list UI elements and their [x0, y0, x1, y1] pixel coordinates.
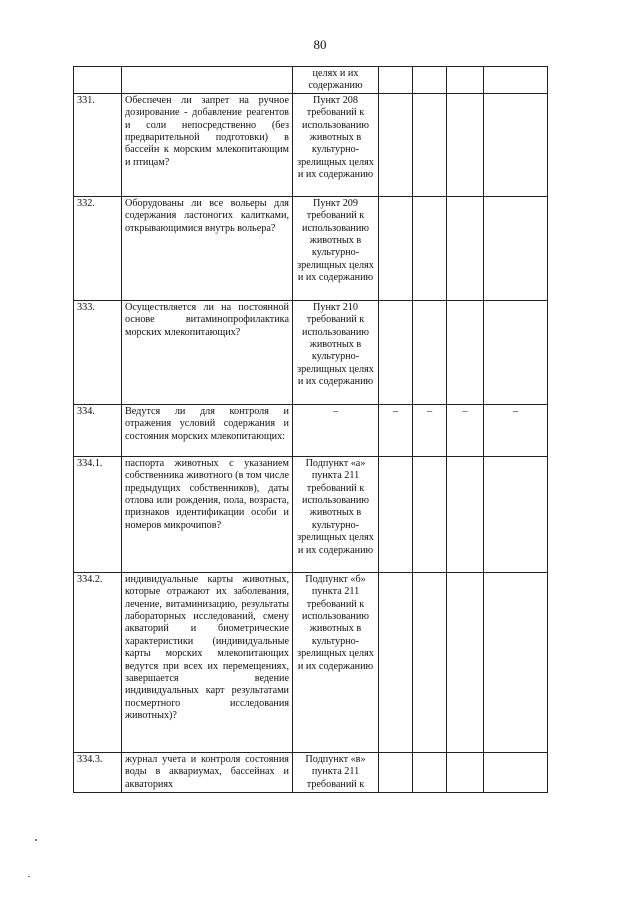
item-number: 331. — [74, 93, 122, 196]
requirement-reference: Пункт 210 требований к использованию животных в культурно-зрелищных целях и их содержанию — [293, 300, 379, 404]
mark-cell — [379, 572, 413, 752]
mark-cell — [379, 93, 413, 196]
requirement-reference: Пункт 208 требований к использованию животных в культурно-зрелищных целях и их содержанию — [293, 93, 379, 196]
mark-cell — [484, 196, 548, 300]
item-number: 334.2. — [74, 572, 122, 752]
item-number: 333. — [74, 300, 122, 404]
table-row — [74, 752, 548, 792]
mark-cell — [413, 752, 447, 792]
table-row — [74, 300, 548, 404]
mark-cell — [447, 93, 484, 196]
mark-cell — [379, 196, 413, 300]
mark-cell — [484, 67, 548, 94]
mark-cell — [413, 196, 447, 300]
requirement-reference: – — [293, 404, 379, 456]
mark-cell — [447, 572, 484, 752]
scan-speck — [35, 839, 37, 841]
checklist-table — [73, 66, 548, 793]
item-number: 334. — [74, 404, 122, 456]
question-text: Ведутся ли для контроля и отражения условий содержания и состояния морских млекопитающих: — [122, 404, 293, 456]
question-text — [122, 67, 293, 94]
item-number: 334.3. — [74, 752, 122, 792]
table-row — [74, 456, 548, 572]
requirement-reference: Подпункт «б» пункта 211 требований к использованию животных в культурно-зрелищных целях и их содержанию — [293, 572, 379, 752]
item-number: 332. — [74, 196, 122, 300]
mark-cell — [413, 572, 447, 752]
page-number: 80 — [313, 37, 327, 52]
mark-cell — [447, 67, 484, 94]
mark-cell — [379, 752, 413, 792]
requirement-reference: целях и их содержанию — [293, 67, 379, 94]
table-row — [74, 572, 548, 752]
mark-cell — [447, 456, 484, 572]
table-row — [74, 196, 548, 300]
requirement-reference: Пункт 209 требований к использованию животных в культурно-зрелищных целях и их содержанию — [293, 196, 379, 300]
mark-cell — [413, 67, 447, 94]
item-number — [74, 67, 122, 94]
table-row — [74, 404, 548, 456]
mark-cell — [379, 67, 413, 94]
mark-cell — [413, 93, 447, 196]
question-text: Обеспечен ли запрет на ручное дозирование - добавление реагентов и соли непосредственно (без предварительной подготовки) в бассейн к морским млекопитающим и птицам? — [122, 93, 293, 196]
question-text: Осуществляется ли на постоянной основе витаминопрофилактика морских млекопитающих? — [122, 300, 293, 404]
scan-speck — [28, 876, 30, 877]
mark-cell: – — [447, 404, 484, 456]
mark-cell — [484, 752, 548, 792]
mark-cell: – — [413, 404, 447, 456]
mark-cell — [447, 300, 484, 404]
requirement-reference: Подпункт «в» пункта 211 требований к — [293, 752, 379, 792]
mark-cell — [447, 752, 484, 792]
mark-cell — [379, 300, 413, 404]
question-text: индивидуальные карты животных, которые отражают их заболевания, лечение, витаминизацию, результаты лабораторных исследований, смену акваторий и биометрические характеристики (индивидуальные карты морских млекопитающих ведутся при всех их перемещениях, завершается ведение индивидуальных карт результатами посмертного исследования животных)? — [122, 572, 293, 752]
mark-cell: – — [484, 404, 548, 456]
question-text: журнал учета и контроля состояния воды в аквариумах, бассейнах и акваториях — [122, 752, 293, 792]
table-row — [74, 93, 548, 196]
item-number: 334.1. — [74, 456, 122, 572]
mark-cell — [484, 93, 548, 196]
table-row — [74, 67, 548, 94]
mark-cell — [413, 456, 447, 572]
mark-cell — [484, 456, 548, 572]
mark-cell — [484, 572, 548, 752]
requirement-reference: Подпункт «а» пункта 211 требований к использованию животных в культурно-зрелищных целях и их содержанию — [293, 456, 379, 572]
mark-cell: – — [379, 404, 413, 456]
question-text: Оборудованы ли все вольеры для содержания ластоногих калитками, открывающимися внутрь вольера? — [122, 196, 293, 300]
question-text: паспорта животных с указанием собственника животного (в том числе предыдущих собственников), даты отлова или рождения, пола, возраста, признаков идентификации особи и номеров микрочипов? — [122, 456, 293, 572]
mark-cell — [447, 196, 484, 300]
mark-cell — [484, 300, 548, 404]
mark-cell — [379, 456, 413, 572]
mark-cell — [413, 300, 447, 404]
